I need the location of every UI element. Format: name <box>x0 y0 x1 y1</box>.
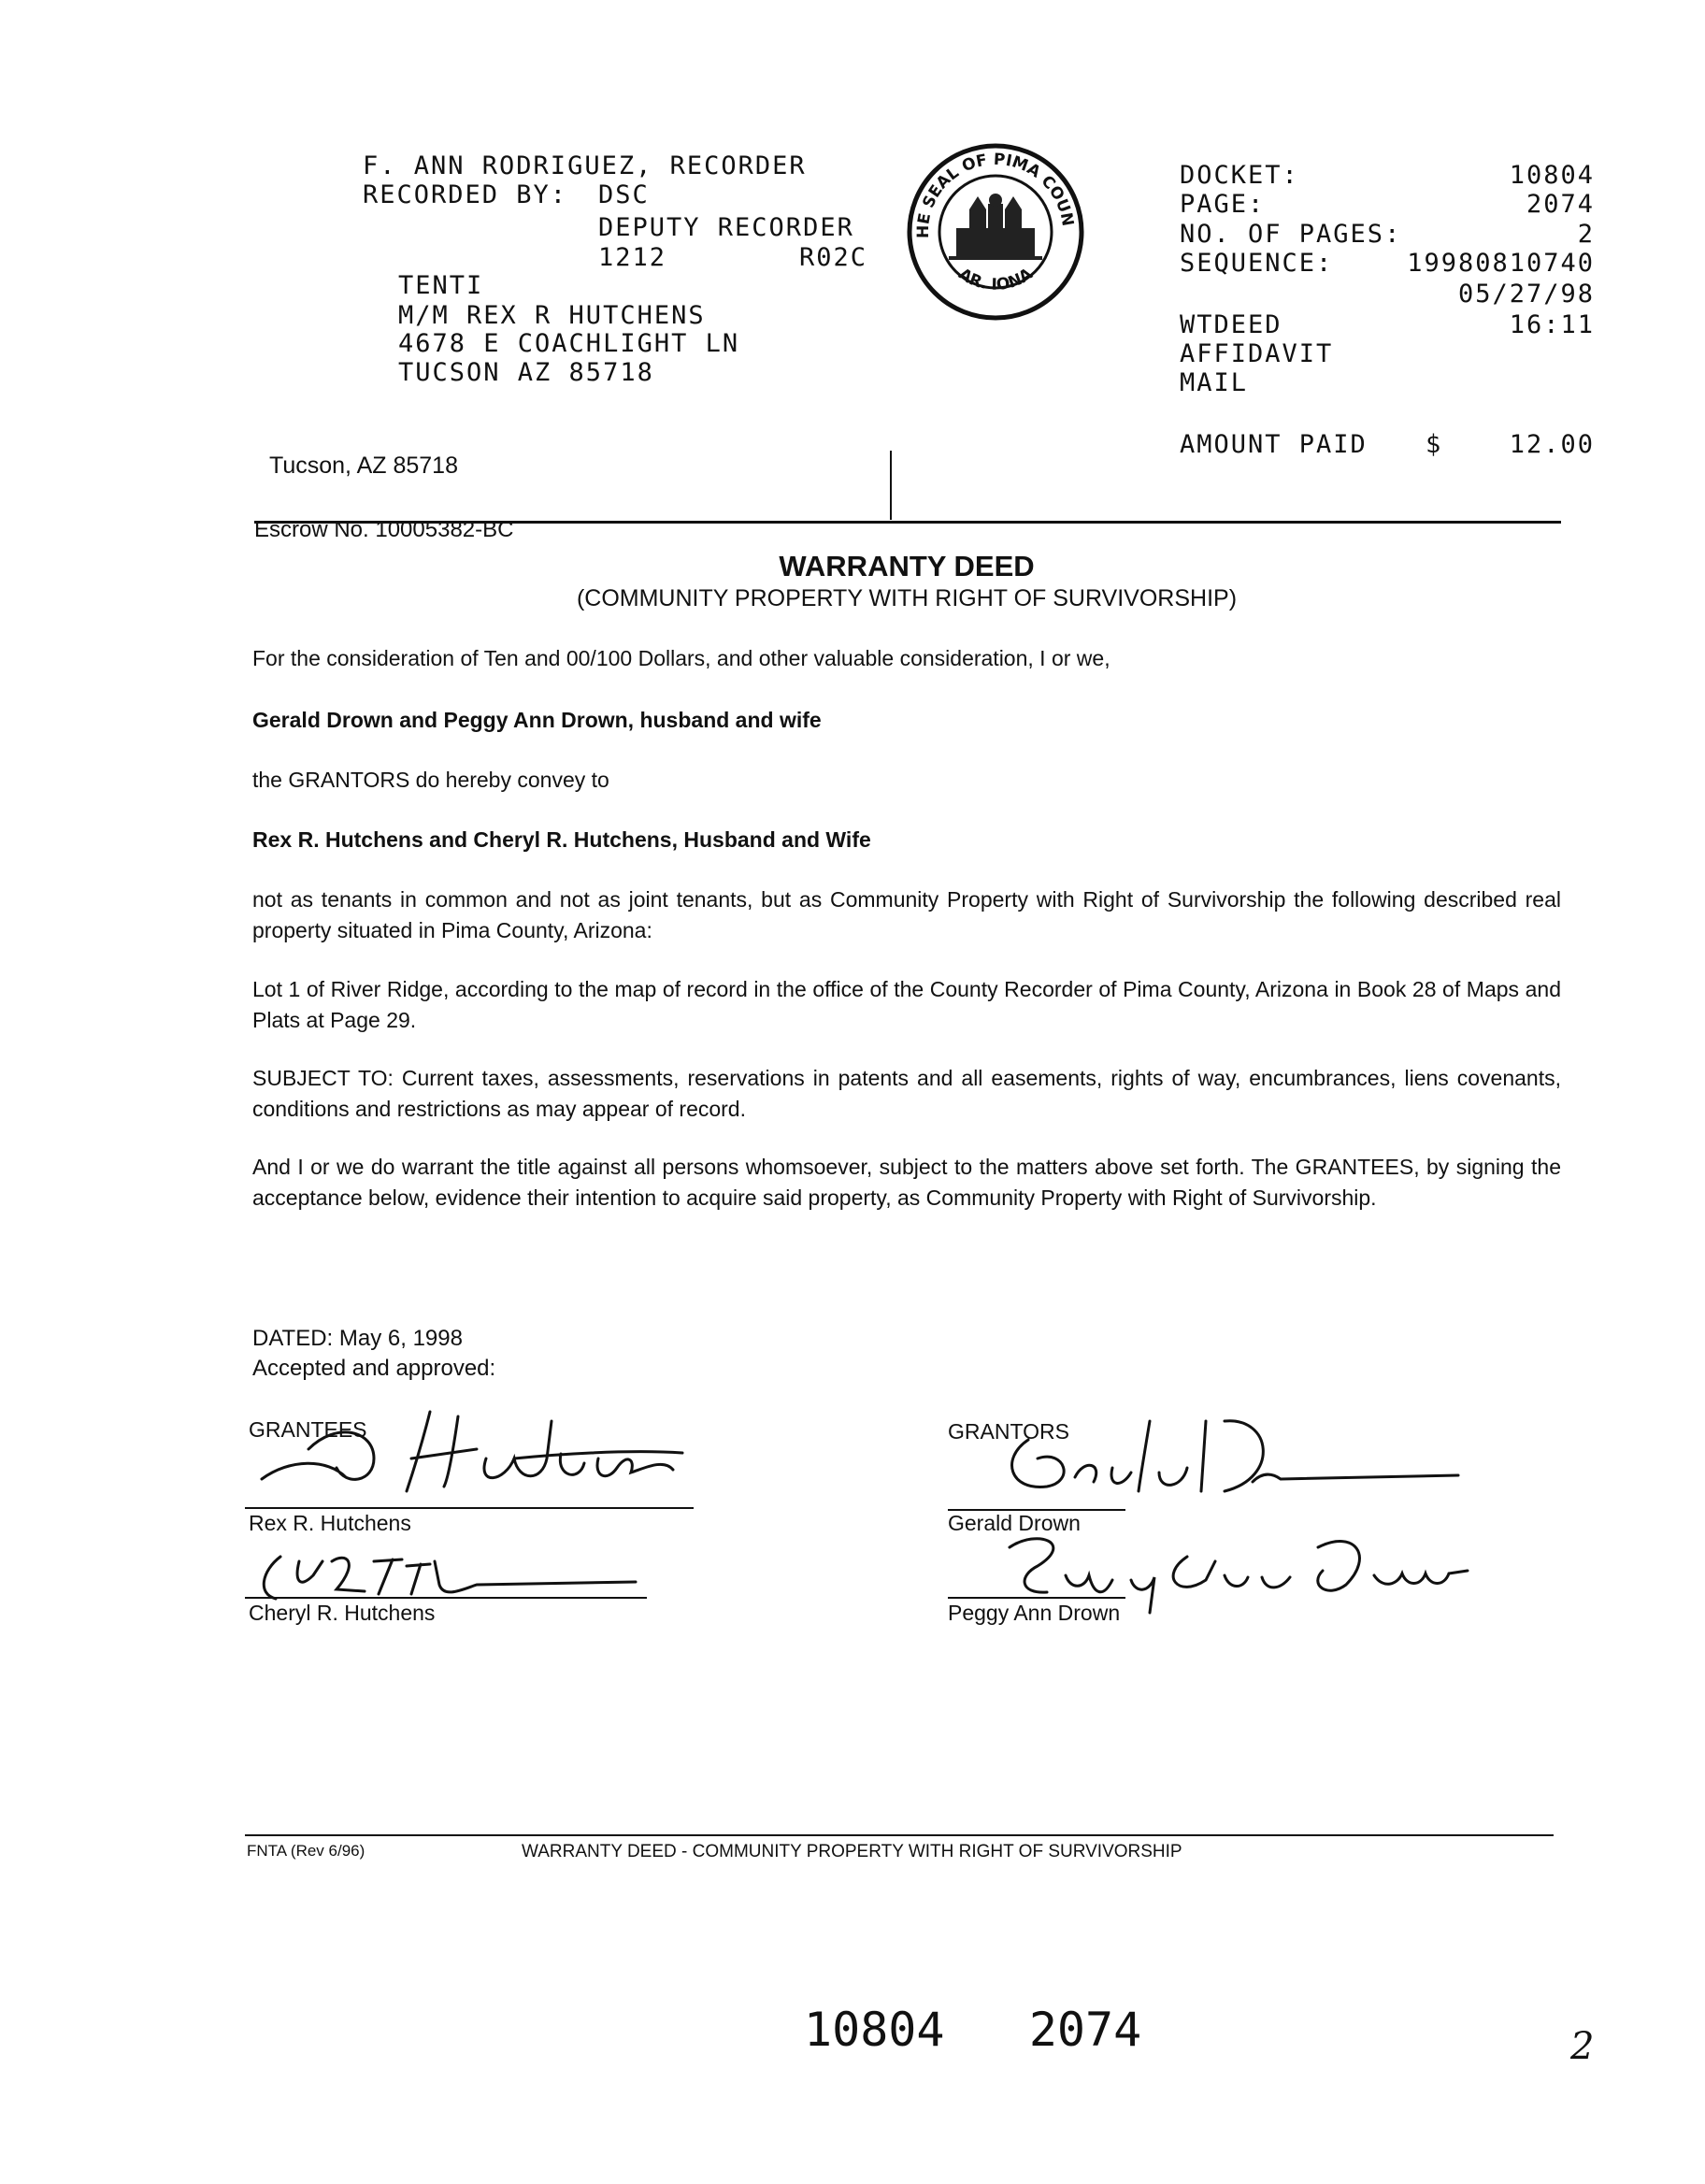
grantee1-name: Rex R. Hutchens <box>249 1511 411 1535</box>
grantees-names: Rex R. Hutchens and Cheryl R. Hutchens, Husband and Wife <box>252 827 871 852</box>
pages-value: 2 <box>1577 220 1595 249</box>
return-city: Tucson, AZ 85718 <box>269 453 458 479</box>
form-number: FNTA (Rev 6/96) <box>247 1842 365 1860</box>
grantor2-signature-line <box>948 1597 1125 1599</box>
county-seal <box>902 138 1089 325</box>
page-value: 2074 <box>1526 190 1595 219</box>
dated-line: DATED: May 6, 1998 <box>252 1326 463 1351</box>
mailing-street: 4678 E COACHLIGHT LN <box>398 329 740 358</box>
svg-text:AR. IONA: AR. IONA <box>954 265 1037 295</box>
docket-value: 10804 <box>1509 161 1595 190</box>
pages-label: NO. OF PAGES: <box>1180 220 1402 249</box>
grantee1-signature-line <box>245 1507 694 1509</box>
subject-to-clause: SUBJECT TO: Current taxes, assessments, reservations in patents and all easements, rights of way, encumbrances, liens covenants, conditions and restrictions as may appear of record. <box>252 1066 1561 1121</box>
amount-paid-label: AMOUNT PAID <box>1180 430 1368 459</box>
legal-description: Lot 1 of River Ridge, according to the map of record in the office of the County Recorder of Pima County, Arizona in Book 28 of Maps and Plats at Page 29. <box>252 977 1561 1032</box>
affidavit-label: AFFIDAVIT <box>1180 339 1334 368</box>
warranty-clause: And I or we do warrant the title against all persons whomsoever, subject to the matters above set forth. The GRANTEES, by signing the acceptance below, evidence their intention to acquire said property, as Community Property with Right of Survivorship. <box>252 1155 1561 1210</box>
sequence-label: SEQUENCE: <box>1180 249 1334 278</box>
currency-symbol: $ <box>1426 430 1443 459</box>
mail-label: MAIL <box>1180 368 1249 397</box>
record-time: 16:11 <box>1509 310 1595 339</box>
grantors-label: GRANTORS <box>948 1419 1069 1444</box>
docket-label: DOCKET: <box>1180 161 1299 190</box>
recorder-code-2: R02C <box>799 243 868 272</box>
convey-clause: the GRANTORS do hereby convey to <box>252 768 609 792</box>
record-date: 05/27/98 <box>1457 280 1595 309</box>
page-handmark: 2 <box>1570 2025 1595 2068</box>
recorder-code-1: 1212 <box>598 243 667 272</box>
grantee2-signature-line <box>245 1597 647 1599</box>
recorded-by-value: DSC <box>598 180 650 209</box>
recorded-by-label: RECORDED BY: <box>363 180 568 209</box>
vertical-divider <box>890 451 892 520</box>
accepted-line: Accepted and approved: <box>252 1356 496 1381</box>
document-title: WARRANTY DEED <box>779 550 1035 582</box>
doc-type: WTDEED <box>1180 310 1282 339</box>
deputy-recorder: DEPUTY RECORDER <box>598 213 854 242</box>
grantee2-name: Cheryl R. Hutchens <box>249 1601 436 1625</box>
sequence-value: 19980810740 <box>1407 249 1595 278</box>
escrow-number: Escrow No. 10005382-BC <box>254 517 514 542</box>
recorder-name: F. ANN RODRIGUEZ, RECORDER <box>363 151 807 180</box>
grantor2-name: Peggy Ann Drown <box>948 1601 1121 1625</box>
footer-description: WARRANTY DEED - COMMUNITY PROPERTY WITH RIGHT OF SURVIVORSHIP <box>522 1842 1182 1861</box>
page-label: PAGE: <box>1180 190 1266 219</box>
svg-text:THE SEAL OF PIMA COUNTY: HE SEAL OF PIMA COUN <box>913 150 1077 238</box>
consideration-clause: For the consideration of Ten and 00/100 Dollars, and other valuable consideration, I or we, <box>252 646 1110 670</box>
mailing-city: TUCSON AZ 85718 <box>398 358 654 387</box>
footer-rule <box>245 1834 1554 1836</box>
docket-page-stamp: 10804 2074 <box>804 2003 1142 2057</box>
grantors-names: Gerald Drown and Peggy Ann Drown, husband and wife <box>252 708 822 732</box>
grantor1-signature <box>972 1402 1496 1515</box>
grantees-label: GRANTEES <box>249 1417 367 1442</box>
grantee1-signature <box>234 1393 738 1505</box>
handwritten-signature-icon <box>972 1402 1496 1515</box>
tenti-label: TENTI <box>398 271 484 300</box>
tenancy-clause: not as tenants in common and not as joint tenants, but as Community Property with Right of Survivorship the following described real property situated in Pima County, Arizona: <box>252 887 1561 942</box>
document-subtitle: (COMMUNITY PROPERTY WITH RIGHT OF SURVIVORSHIP) <box>576 585 1238 611</box>
mailing-name: M/M REX R HUTCHENS <box>398 301 706 330</box>
grantor1-name: Gerald Drown <box>948 1511 1081 1535</box>
amount-paid-value: 12.00 <box>1509 430 1595 459</box>
handwritten-signature-icon <box>234 1393 738 1505</box>
seal-icon <box>902 138 1089 325</box>
